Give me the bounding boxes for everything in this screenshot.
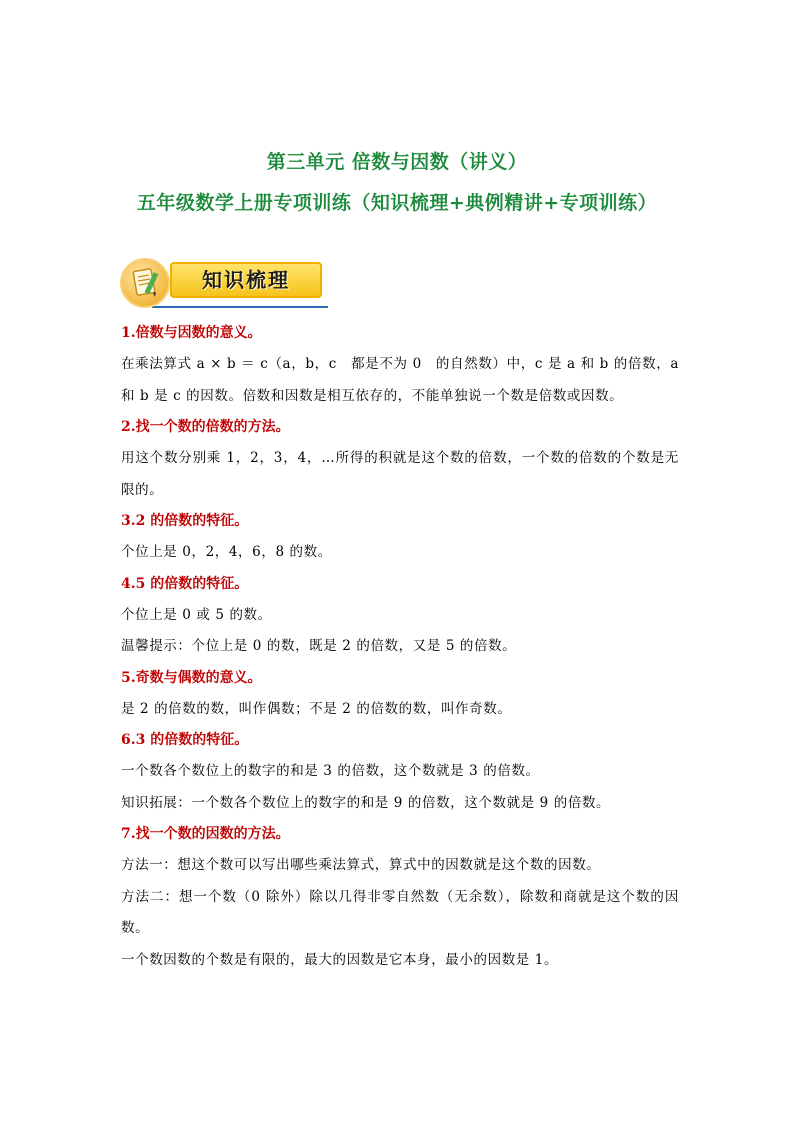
section-6 bbox=[121, 725, 679, 819]
section-paragraph: 是 2 的倍数的数，叫作偶数；不是 2 的倍数的数，叫作奇数。 bbox=[121, 700, 512, 717]
section-paragraph: 在乘法算式 a × b ＝ c（a，b，c 都是不为 0 的自然数）中，c 是 a 和 b 的倍数，a 和 b 是 c 的因数。倍数和因数是相互依存的，不能单独说一个数是倍数或因数。 bbox=[121, 356, 679, 404]
extension-paragraph: 知识拓展：一个数各个数位上的数字的和是 9 的倍数，这个数就是 9 的倍数。 bbox=[121, 794, 611, 811]
section-paragraph: 个位上是 0 或 5 的数。 bbox=[121, 606, 272, 623]
section-5 bbox=[121, 663, 679, 726]
section-paragraph: 一个数各个数位上的数字的和是 3 的倍数，这个数就是 3 的倍数。 bbox=[121, 763, 540, 779]
tip-paragraph: 温馨提示：个位上是 0 的数，既是 2 的倍数，又是 5 的倍数。 bbox=[121, 638, 517, 654]
notepad-pen-icon bbox=[120, 258, 170, 308]
section-heading: 2.找一个数的倍数的方法。 bbox=[121, 419, 290, 435]
section-heading: 7.找一个数的因数的方法。 bbox=[121, 826, 290, 842]
document-subtitle: 五年级数学上册专项训练（知识梳理+典例精讲+专项训练） bbox=[136, 192, 658, 214]
section-heading: 3.2 的倍数的特征。 bbox=[121, 513, 249, 529]
section-paragraph: 用这个数分别乘 1，2，3，4，…所得的积就是这个数的倍数，一个数的倍数的个数是无限的。 bbox=[121, 450, 679, 498]
method-one-paragraph: 方法一：想这个数可以写出哪些乘法算式，算式中的因数就是这个数的因数。 bbox=[121, 857, 601, 873]
section-4 bbox=[121, 569, 679, 663]
section-heading: 1.倍数与因数的意义。 bbox=[121, 325, 262, 341]
banner-underline bbox=[152, 306, 328, 308]
section-2 bbox=[121, 412, 679, 506]
section-paragraph: 一个数因数的个数是有限的，最大的因数是它本身，最小的因数是 1。 bbox=[121, 951, 559, 968]
section-1 bbox=[121, 318, 679, 412]
document-title: 第三单元 倍数与因数（讲义） bbox=[266, 151, 528, 173]
banner-label: 知识梳理 bbox=[202, 268, 290, 292]
section-heading: 5.奇数与偶数的意义。 bbox=[121, 669, 262, 686]
section-7 bbox=[121, 819, 679, 976]
section-3 bbox=[121, 506, 679, 569]
section-paragraph: 个位上是 0，2，4，6，8 的数。 bbox=[121, 544, 332, 560]
section-heading: 6.3 的倍数的特征。 bbox=[121, 732, 249, 748]
knowledge-content bbox=[121, 318, 679, 976]
method-two-paragraph: 方法二：想一个数（0 除外）除以几得非零自然数（无余数），除数和商就是这个数的因数。 bbox=[121, 888, 679, 936]
section-heading: 4.5 的倍数的特征。 bbox=[121, 575, 249, 592]
